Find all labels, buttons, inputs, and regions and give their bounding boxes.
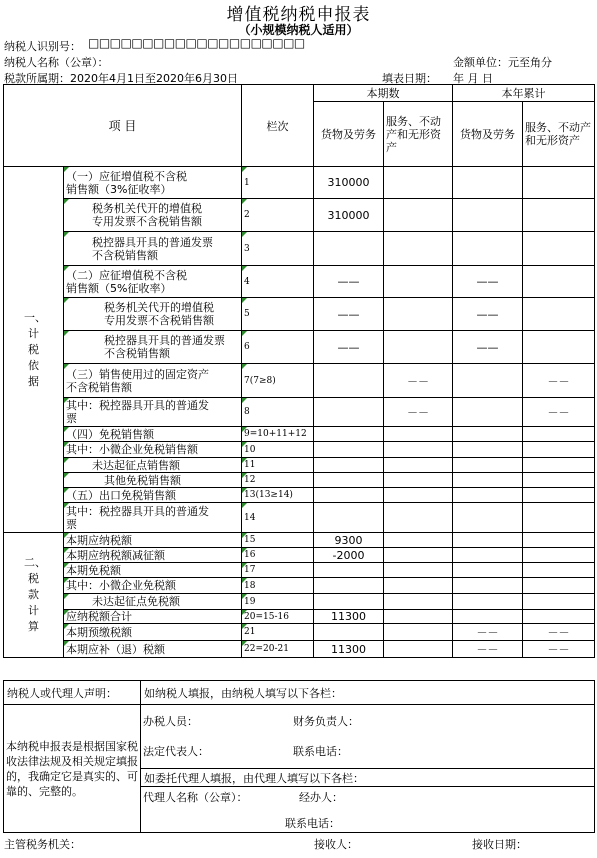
row-label: 其中：税控器具开具的普通发 票 [64,503,242,533]
year-services-cell[interactable] [523,442,595,458]
current-goods-cell[interactable] [314,398,384,427]
current-goods-cell[interactable] [314,458,384,473]
year-goods-cell[interactable] [453,364,523,398]
current-goods-cell[interactable]: 9300 [314,533,384,548]
row-label: （四）免税销售额 [64,427,242,442]
header-services: 服务、不动产和无形资产 [384,102,453,167]
year-goods-cell[interactable] [453,167,523,199]
current-services-cell[interactable] [384,298,453,331]
year-goods-cell[interactable] [453,594,523,610]
current-services-cell[interactable] [384,563,453,578]
row-label: 未达起征点销售额 [64,458,242,473]
legal-rep-label: 法定代表人： [143,745,209,758]
declaration-label: 纳税人或代理人声明： [4,681,141,705]
year-goods-cell[interactable] [453,548,523,563]
current-services-cell[interactable] [384,503,453,533]
row-label: 其中：小微企业免税销售额 [64,442,242,458]
declaration-table [3,84,595,658]
row-label: （一）应征增值税不含税 销售额（3%征收率） [64,167,242,199]
current-services-cell[interactable] [384,624,453,641]
year-services-cell[interactable]: －－ [523,624,595,641]
year-services-cell[interactable]: －－ [523,364,595,398]
year-goods-cell[interactable] [453,563,523,578]
year-services-cell[interactable] [523,610,595,624]
year-goods-cell[interactable]: －－ [453,624,523,641]
row-label: 本期预缴税额 [64,624,242,641]
year-services-cell[interactable] [523,488,595,503]
row-number: 4 [242,266,314,298]
row-label: 本期应补（退）税额 [64,641,242,658]
year-services-cell[interactable]: －－ [523,398,595,427]
tax-period: 税款所属期：2020年4月1日至2020年6月30日 [4,72,238,85]
current-services-cell[interactable] [384,488,453,503]
year-goods-cell[interactable] [453,610,523,624]
footer-table [3,680,595,833]
table-row [4,548,595,563]
form-title: 增值税纳税申报表 [226,5,371,25]
tax-officer-label: 办税人员： [143,715,198,728]
table-row [4,331,595,364]
table-row [4,578,595,594]
year-services-cell[interactable] [523,199,595,232]
year-goods-cell[interactable] [453,488,523,503]
row-number: 1 [242,167,314,199]
section-basis: 一、计税依据 [4,167,64,533]
row-number: 20=15-16 [242,610,314,624]
current-services-cell[interactable] [384,167,453,199]
table-row [4,298,595,331]
year-services-cell[interactable] [523,594,595,610]
authority-label: 主管税务机关： [4,838,81,851]
current-goods-cell[interactable] [314,442,384,458]
row-number: 5 [242,298,314,331]
receiver-label: 接收人： [314,838,358,851]
current-goods-cell[interactable]: —— [314,331,384,364]
fill-date-value[interactable]: 年 月 日 [453,72,493,85]
current-goods-cell[interactable] [314,427,384,442]
row-label: 未达起征点免税额 [64,594,242,610]
row-number: 10 [242,442,314,458]
row-label: （二）应征增值税不含税 销售额（5%征收率） [64,266,242,298]
year-goods-cell[interactable]: —— [453,331,523,364]
header-current-period: 本期数 [314,85,453,102]
current-services-cell[interactable] [384,473,453,488]
current-services-cell[interactable] [384,548,453,563]
current-services-cell[interactable]: －－ [384,364,453,398]
row-label: 税务机关代开的增值税 专用发票不含税销售额 [64,199,242,232]
current-services-cell[interactable] [384,266,453,298]
year-services-cell[interactable]: －－ [523,641,595,658]
row-label: 应纳税额合计 [64,610,242,624]
row-number: 8 [242,398,314,427]
header-row-no: 栏次 [242,85,314,167]
current-goods-cell[interactable] [314,232,384,266]
header-goods-cum: 货物及劳务 [453,102,523,167]
agent-fill-note: 如委托代理人填报，由代理人填写以下各栏： [141,769,595,787]
row-label: 税务机关代开的增值税 专用发票不含税销售额 [64,298,242,331]
current-goods-cell[interactable] [314,594,384,610]
year-goods-cell[interactable] [453,503,523,533]
current-goods-cell[interactable]: 310000 [314,199,384,232]
year-goods-cell[interactable]: —— [453,266,523,298]
current-services-cell[interactable] [384,641,453,658]
current-services-cell[interactable] [384,331,453,364]
current-services-cell[interactable] [384,458,453,473]
current-goods-cell[interactable] [314,473,384,488]
current-services-cell[interactable] [384,533,453,548]
current-goods-cell[interactable]: 11300 [314,641,384,658]
table-row [4,458,595,473]
taxpayer-id-boxes[interactable]: □□□□□□□□□□□□□□□□□□□□ [88,36,305,50]
handler-label: 经办人： [299,791,343,804]
row-number: 2 [242,199,314,232]
table-row [4,533,595,548]
year-services-cell[interactable] [523,473,595,488]
current-services-cell[interactable] [384,232,453,266]
fill-date-label: 填表日期： [382,72,437,85]
row-label: 本期应纳税额减征额 [64,548,242,563]
row-number: 19 [242,594,314,610]
year-goods-cell[interactable] [453,442,523,458]
row-number: 6 [242,331,314,364]
form-subtitle: （小规模纳税人适用） [238,23,359,37]
year-services-cell[interactable] [523,167,595,199]
year-goods-cell[interactable]: －－ [453,641,523,658]
row-number: 7(7≥8) [242,364,314,398]
row-label: 税控器具开具的普通发票 不含税销售额 [64,232,242,266]
row-label: 本期应纳税额 [64,533,242,548]
current-services-cell[interactable] [384,594,453,610]
current-goods-cell[interactable]: 310000 [314,167,384,199]
row-number: 11 [242,458,314,473]
table-row [4,503,595,533]
table-row [4,364,595,398]
row-label: 其中：小微企业免税额 [64,578,242,594]
self-fill-note: 如纳税人填报，由纳税人填写以下各栏： [141,681,595,705]
year-goods-cell[interactable] [453,232,523,266]
current-goods-cell[interactable] [314,578,384,594]
current-services-cell[interactable] [384,199,453,232]
row-label: （五）出口免税销售额 [64,488,242,503]
header-item: 项 目 [4,85,242,167]
year-goods-cell[interactable]: —— [453,298,523,331]
row-number: 9=10+11+12 [242,427,314,442]
current-goods-cell[interactable] [314,364,384,398]
table-body [4,167,595,658]
year-services-cell[interactable] [523,298,595,331]
current-goods-cell[interactable]: 11300 [314,610,384,624]
phone2-label: 联系电话： [285,817,340,830]
row-number: 15 [242,533,314,548]
year-services-cell[interactable] [523,232,595,266]
year-services-cell[interactable] [523,266,595,298]
header-goods: 货物及劳务 [314,102,384,167]
current-goods-cell[interactable]: -2000 [314,548,384,563]
year-services-cell[interactable] [523,548,595,563]
row-number: 22=20-21 [242,641,314,658]
agent-name-label: 代理人名称（公章）： [143,791,248,804]
row-number: 3 [242,232,314,266]
table-row [4,563,595,578]
row-number: 12 [242,473,314,488]
year-services-cell[interactable] [523,533,595,548]
current-services-cell[interactable] [384,442,453,458]
row-number: 13(13≥14) [242,488,314,503]
table-row [4,199,595,232]
year-goods-cell[interactable] [453,199,523,232]
table-row [4,427,595,442]
table-row [4,442,595,458]
declaration-text: 本纳税申报表是根据国家税收法律法规及相关规定填报的，我确定它是真实的、可靠的、完整的。 [4,705,141,833]
table-row [4,266,595,298]
current-services-cell[interactable]: －－ [384,398,453,427]
year-goods-cell[interactable] [453,473,523,488]
table-row [4,594,595,610]
year-goods-cell[interactable] [453,578,523,594]
year-goods-cell[interactable] [453,533,523,548]
year-services-cell[interactable] [523,563,595,578]
taxpayer-name-label: 纳税人名称（公章）： [4,56,109,69]
amount-unit: 金额单位：元至角分 [453,56,552,69]
row-number: 17 [242,563,314,578]
table-row [4,167,595,199]
row-number: 16 [242,548,314,563]
taxpayer-id-label: 纳税人识别号： [4,40,81,53]
year-services-cell[interactable] [523,458,595,473]
table-row [4,610,595,624]
row-number: 18 [242,578,314,594]
table-row [4,398,595,427]
current-services-cell[interactable] [384,610,453,624]
row-label: 税控器具开具的普通发票 不含税销售额 [64,331,242,364]
table-row [4,624,595,641]
current-goods-cell[interactable]: —— [314,298,384,331]
row-label: 本期免税额 [64,563,242,578]
year-services-cell[interactable] [523,427,595,442]
row-label: （三）销售使用过的固定资产 不含税销售额 [64,364,242,398]
year-goods-cell[interactable] [453,458,523,473]
current-services-cell[interactable] [384,427,453,442]
finance-head-label: 财务负责人： [293,715,359,728]
current-goods-cell[interactable]: —— [314,266,384,298]
current-goods-cell[interactable] [314,563,384,578]
phone-label: 联系电话： [293,745,348,758]
table-row [4,641,595,658]
row-label: 其他免税销售额 [64,473,242,488]
current-goods-cell[interactable] [314,624,384,641]
header-services-cum: 服务、不动产和无形资产 [523,102,595,167]
table-row [4,488,595,503]
current-goods-cell[interactable] [314,503,384,533]
table-row [4,232,595,266]
current-services-cell[interactable] [384,578,453,594]
year-services-cell[interactable] [523,503,595,533]
table-row [4,473,595,488]
year-services-cell[interactable] [523,578,595,594]
current-goods-cell[interactable] [314,488,384,503]
year-goods-cell[interactable] [453,427,523,442]
row-label: 其中：税控器具开具的普通发 票 [64,398,242,427]
row-number: 14 [242,503,314,533]
year-services-cell[interactable] [523,331,595,364]
row-number: 21 [242,624,314,641]
header-year-cumulative: 本年累计 [453,85,595,102]
year-goods-cell[interactable] [453,398,523,427]
section-tax: 二、税款计算 [4,533,64,658]
receive-date-label: 接收日期： [472,838,527,851]
